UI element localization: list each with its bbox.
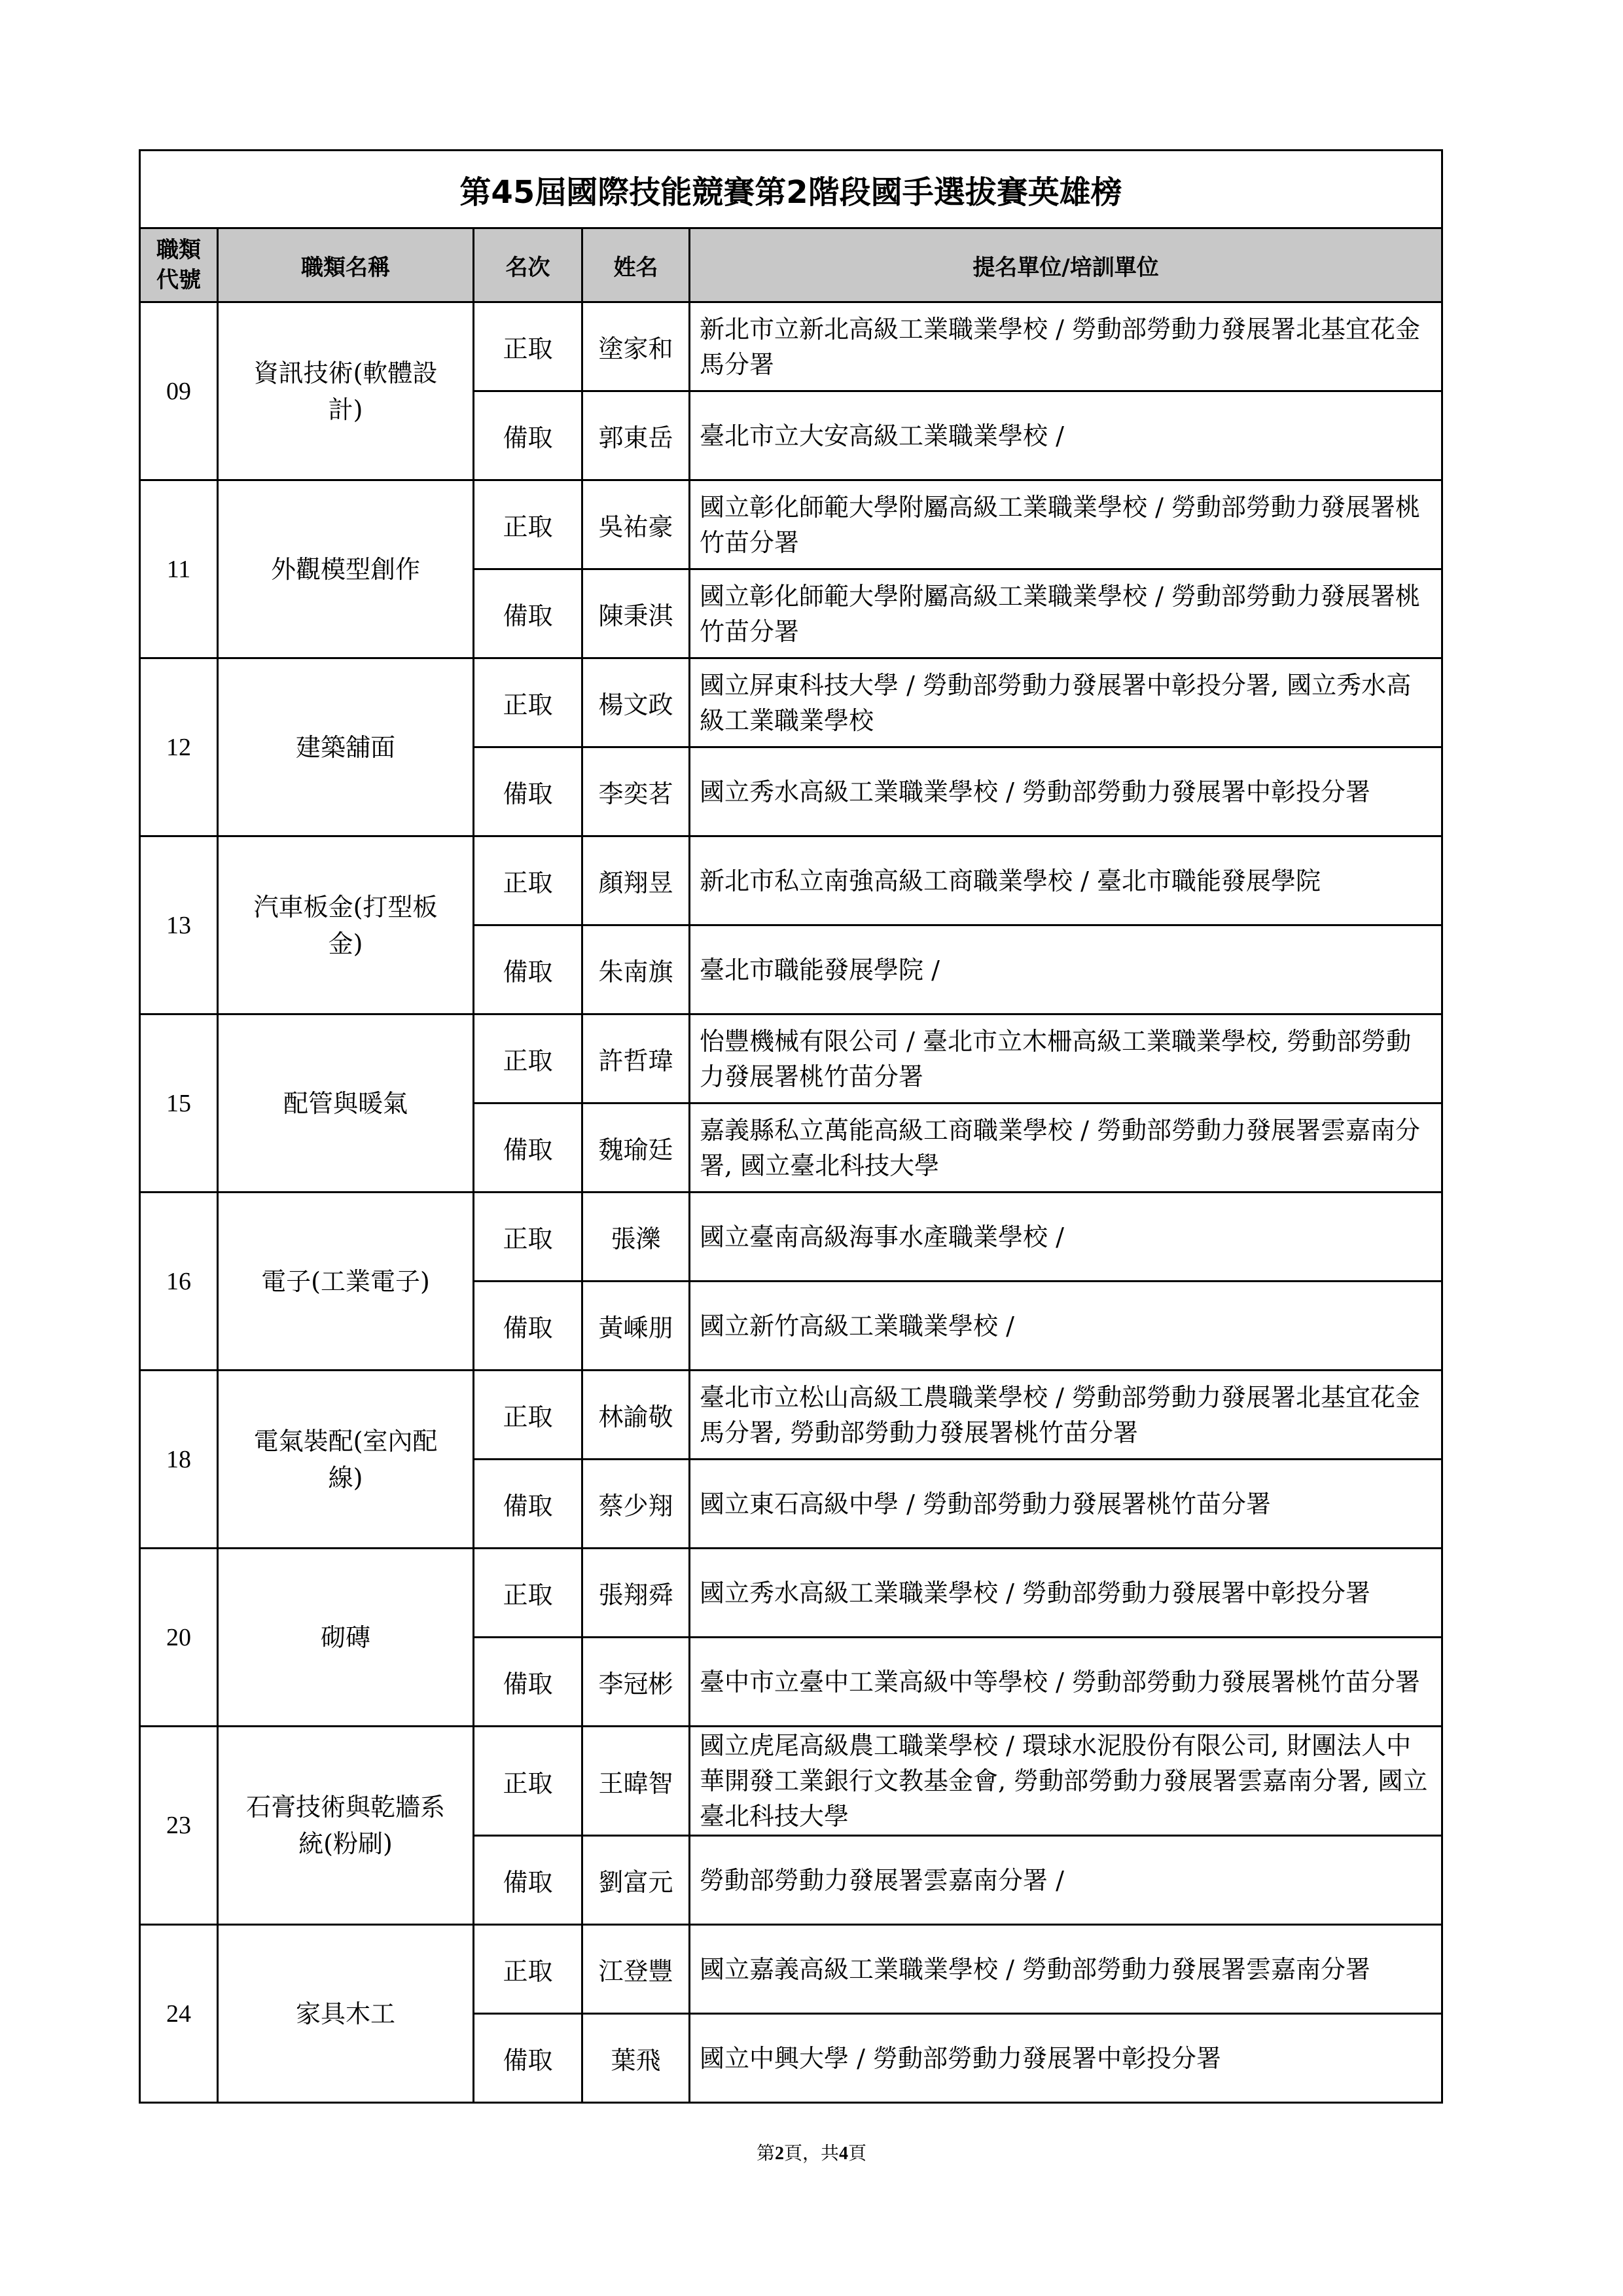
rank-cell: 備取 bbox=[474, 1282, 582, 1371]
rank-cell: 備取 bbox=[474, 1460, 582, 1549]
table-row bbox=[140, 1371, 1442, 1460]
person-name: 塗家和 bbox=[582, 302, 690, 391]
person-name: 顏翔昱 bbox=[582, 836, 690, 925]
unit-cell: 新北市私立南強高級工商職業學校 / 臺北市職能發展學院 bbox=[690, 836, 1442, 925]
footer-suffix: 頁 bbox=[848, 2144, 867, 2164]
category-name: 汽車板金(打型板金) bbox=[218, 836, 474, 1014]
rank-cell: 備取 bbox=[474, 747, 582, 836]
unit-cell: 新北市立新北高級工業職業學校 / 勞動部勞動力發展署北基宜花金馬分署 bbox=[690, 302, 1442, 391]
category-name: 配管與暖氣 bbox=[218, 1014, 474, 1193]
person-name: 魏瑜廷 bbox=[582, 1103, 690, 1193]
unit-cell: 臺北市立大安高級工業職業學校 / bbox=[690, 391, 1442, 480]
unit-cell: 國立虎尾高級農工職業學校 / 環球水泥股份有限公司, 財團法人中華開發工業銀行文教基金會, 勞動部勞動力發展署雲嘉南分署, 國立臺北科技大學 bbox=[690, 1727, 1442, 1836]
category-code: 15 bbox=[140, 1014, 218, 1193]
rank-cell: 正取 bbox=[474, 480, 582, 569]
person-name: 葉飛 bbox=[582, 2014, 690, 2103]
header-person: 姓名 bbox=[582, 228, 690, 302]
table-row bbox=[140, 302, 1442, 391]
rank-cell: 正取 bbox=[474, 1014, 582, 1103]
unit-cell: 臺北市職能發展學院 / bbox=[690, 925, 1442, 1014]
person-name: 李奕茗 bbox=[582, 747, 690, 836]
category-code: 23 bbox=[140, 1727, 218, 1925]
rank-cell: 備取 bbox=[474, 925, 582, 1014]
unit-cell: 嘉義縣私立萬能高級工商職業學校 / 勞動部勞動力發展署雲嘉南分署, 國立臺北科技大學 bbox=[690, 1103, 1442, 1193]
unit-cell: 臺中市立臺中工業高級中等學校 / 勞動部勞動力發展署桃竹苗分署 bbox=[690, 1638, 1442, 1727]
person-name: 王暐智 bbox=[582, 1727, 690, 1836]
table-row bbox=[140, 1193, 1442, 1282]
rank-cell: 正取 bbox=[474, 1925, 582, 2014]
category-code: 18 bbox=[140, 1371, 218, 1549]
rank-cell: 正取 bbox=[474, 1193, 582, 1282]
unit-cell: 國立中興大學 / 勞動部勞動力發展署中彰投分署 bbox=[690, 2014, 1442, 2103]
category-name: 砌磚 bbox=[218, 1549, 474, 1727]
category-name: 家具木工 bbox=[218, 1925, 474, 2103]
table-row bbox=[140, 1925, 1442, 2014]
unit-cell: 國立秀水高級工業職業學校 / 勞動部勞動力發展署中彰投分署 bbox=[690, 1549, 1442, 1638]
category-name: 石膏技術與乾牆系統(粉刷) bbox=[218, 1727, 474, 1925]
header-unit: 提名單位/培訓單位 bbox=[690, 228, 1442, 302]
header-code-text: 職類代號 bbox=[156, 237, 201, 293]
person-name: 陳秉淇 bbox=[582, 569, 690, 658]
category-code: 16 bbox=[140, 1193, 218, 1371]
results-table-container bbox=[139, 149, 1441, 2075]
category-code: 11 bbox=[140, 480, 218, 658]
rank-cell: 備取 bbox=[474, 1103, 582, 1193]
category-code: 20 bbox=[140, 1549, 218, 1727]
category-name: 資訊技術(軟體設計) bbox=[218, 302, 474, 480]
page-footer bbox=[0, 2139, 1623, 2165]
footer-middle: 頁，共 bbox=[783, 2144, 839, 2164]
category-name: 電氣裝配(室內配線) bbox=[218, 1371, 474, 1549]
unit-cell: 國立臺南高級海事水產職業學校 / bbox=[690, 1193, 1442, 1282]
table-row bbox=[140, 1014, 1442, 1103]
category-name: 建築舖面 bbox=[218, 658, 474, 836]
unit-cell: 國立東石高級中學 / 勞動部勞動力發展署桃竹苗分署 bbox=[690, 1460, 1442, 1549]
footer-total-pages: 4 bbox=[839, 2144, 848, 2164]
table-row bbox=[140, 1549, 1442, 1638]
category-code: 12 bbox=[140, 658, 218, 836]
person-name: 許哲瑋 bbox=[582, 1014, 690, 1103]
rank-cell: 備取 bbox=[474, 1638, 582, 1727]
person-name: 李冠彬 bbox=[582, 1638, 690, 1727]
person-name: 郭東岳 bbox=[582, 391, 690, 480]
rank-cell: 正取 bbox=[474, 1727, 582, 1836]
rank-cell: 備取 bbox=[474, 391, 582, 480]
table-row bbox=[140, 480, 1442, 569]
rank-cell: 備取 bbox=[474, 569, 582, 658]
unit-cell: 國立彰化師範大學附屬高級工業職業學校 / 勞動部勞動力發展署桃竹苗分署 bbox=[690, 480, 1442, 569]
rank-cell: 正取 bbox=[474, 658, 582, 747]
unit-cell: 國立屏東科技大學 / 勞動部勞動力發展署中彰投分署, 國立秀水高級工業職業學校 bbox=[690, 658, 1442, 747]
rank-cell: 備取 bbox=[474, 2014, 582, 2103]
person-name: 黃嵊朋 bbox=[582, 1282, 690, 1371]
rank-cell: 備取 bbox=[474, 1836, 582, 1925]
person-name: 張翔舜 bbox=[582, 1549, 690, 1638]
category-code: 09 bbox=[140, 302, 218, 480]
category-name: 電子(工業電子) bbox=[218, 1193, 474, 1371]
unit-cell: 怡豐機械有限公司 / 臺北市立木柵高級工業職業學校, 勞動部勞動力發展署桃竹苗分署 bbox=[690, 1014, 1442, 1103]
header-name: 職類名稱 bbox=[218, 228, 474, 302]
rank-cell: 正取 bbox=[474, 1549, 582, 1638]
footer-prefix: 第 bbox=[756, 2144, 775, 2164]
table-row bbox=[140, 658, 1442, 747]
header-row bbox=[140, 228, 1442, 302]
person-name: 林諭敬 bbox=[582, 1371, 690, 1460]
person-name: 張濼 bbox=[582, 1193, 690, 1282]
unit-cell: 國立彰化師範大學附屬高級工業職業學校 / 勞動部勞動力發展署桃竹苗分署 bbox=[690, 569, 1442, 658]
unit-cell: 國立新竹高級工業職業學校 / bbox=[690, 1282, 1442, 1371]
footer-page-number: 2 bbox=[774, 2144, 784, 2164]
category-code: 24 bbox=[140, 1925, 218, 2103]
header-rank: 名次 bbox=[474, 228, 582, 302]
person-name: 吳祐豪 bbox=[582, 480, 690, 569]
unit-cell: 國立秀水高級工業職業學校 / 勞動部勞動力發展署中彰投分署 bbox=[690, 747, 1442, 836]
header-code bbox=[140, 228, 218, 302]
rank-cell: 正取 bbox=[474, 836, 582, 925]
person-name: 楊文政 bbox=[582, 658, 690, 747]
category-code: 13 bbox=[140, 836, 218, 1014]
person-name: 蔡少翔 bbox=[582, 1460, 690, 1549]
unit-cell: 臺北市立松山高級工農職業學校 / 勞動部勞動力發展署北基宜花金馬分署, 勞動部勞動力發展署桃竹苗分署 bbox=[690, 1371, 1442, 1460]
document-title: 第45屆國際技能競賽第2階段國手選拔賽英雄榜 bbox=[140, 151, 1442, 228]
unit-cell: 勞動部勞動力發展署雲嘉南分署 / bbox=[690, 1836, 1442, 1925]
category-name: 外觀模型創作 bbox=[218, 480, 474, 658]
table-row bbox=[140, 1727, 1442, 1836]
person-name: 劉富元 bbox=[582, 1836, 690, 1925]
person-name: 朱南旗 bbox=[582, 925, 690, 1014]
rank-cell: 正取 bbox=[474, 1371, 582, 1460]
table-row bbox=[140, 836, 1442, 925]
rank-cell: 正取 bbox=[474, 302, 582, 391]
unit-cell: 國立嘉義高級工業職業學校 / 勞動部勞動力發展署雲嘉南分署 bbox=[690, 1925, 1442, 2014]
person-name: 江登豐 bbox=[582, 1925, 690, 2014]
results-table bbox=[139, 149, 1443, 2104]
